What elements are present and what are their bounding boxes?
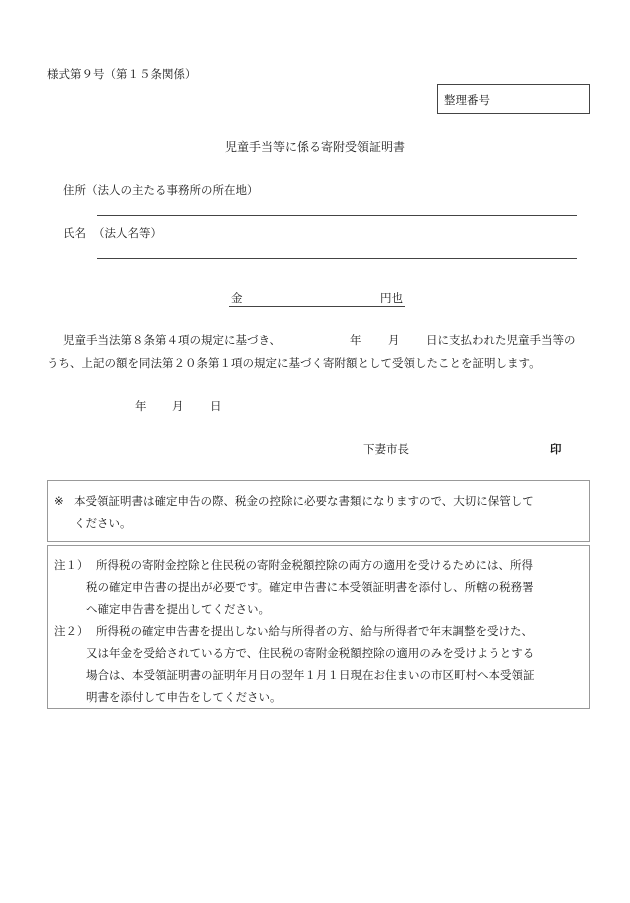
body-line1-month: 月: [388, 333, 400, 347]
body-line1-day: 日に支払われた児童手当等の: [426, 333, 576, 347]
note-1-line: 税の確定申告書の提出が必要です。確定申告書に本受領証明書を添付し、所轄の税務署: [86, 580, 534, 594]
address-line[interactable]: [97, 215, 577, 216]
name-line[interactable]: [97, 258, 577, 259]
document-title: 児童手当等に係る寄附受領証明書: [224, 140, 405, 154]
body-line1-text: 児童手当法第８条第４項の規定に基づき、: [63, 333, 282, 347]
note-2-line: 明書を添付して申告をしてください。: [86, 690, 282, 704]
seal-mark: 印: [550, 442, 562, 456]
name-label: 氏名: [63, 226, 86, 240]
amount-suffix: 円也: [380, 291, 403, 305]
form-number: 様式第９号（第１５条関係）: [47, 67, 197, 81]
note-1-label: 注１）: [54, 558, 89, 572]
note-1-line: 所得税の寄附金控除と住民税の寄附金税額控除の両方の適用を受けるためには、所得: [96, 558, 533, 572]
note-1: [54, 554, 584, 620]
reference-number-box[interactable]: [437, 84, 590, 114]
body-line2: うち、上記の額を同法第２０条第１項の規定に基づく寄附額として受領したことを証明します。: [47, 356, 541, 370]
note-2: [54, 620, 584, 708]
notes-box: [47, 545, 590, 709]
address-label: 住所（法人の主たる事務所の所在地）: [63, 183, 259, 197]
note-2-line: 場合は、本受領証明書の証明年月日の翌年１月１日現在お住まいの市区町村へ本受領証: [86, 668, 535, 682]
notice-line1: 本受領証明書は確定申告の際、税金の控除に必要な書類になりますので、大切に保管して: [74, 494, 534, 508]
note-1-line: へ確定申告書を提出してください。: [86, 602, 270, 616]
reference-number-label: 整理番号: [444, 93, 490, 107]
notice-mark: ※: [54, 494, 64, 508]
date-month: 月: [172, 399, 184, 413]
issuer-title: 下妻市長: [363, 442, 409, 456]
date-day: 日: [210, 399, 222, 413]
notice-box: [47, 480, 590, 542]
amount-underline[interactable]: [229, 306, 405, 307]
date-year: 年: [135, 399, 147, 413]
amount-prefix: 金: [231, 291, 243, 305]
body-line1-year: 年: [350, 333, 362, 347]
notice-line2: ください。: [74, 516, 132, 530]
note-2-label: 注２）: [54, 624, 89, 638]
note-2-line: 又は年金を受給されている方で、住民税の寄附金税額控除の適用のみを受けようとする: [86, 646, 535, 660]
name-note: （法人名等）: [93, 226, 162, 240]
note-2-line: 所得税の確定申告書を提出しない給与所得者の方、給与所得者で年末調整を受けた、: [96, 624, 533, 638]
